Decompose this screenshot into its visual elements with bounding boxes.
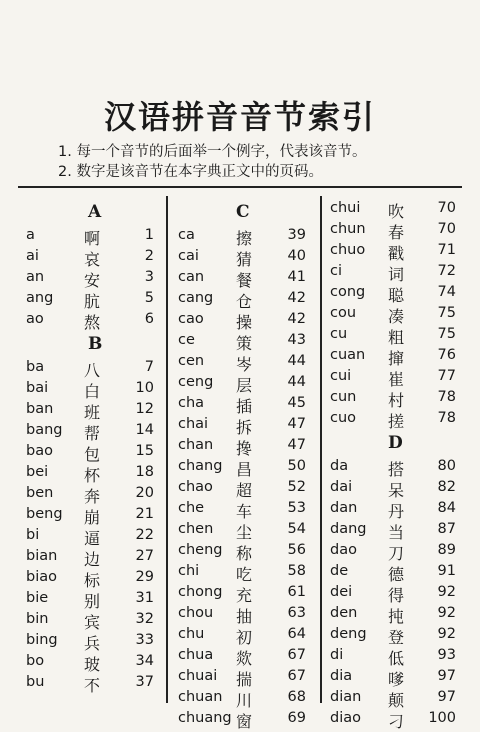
index-row (330, 261, 458, 282)
index-row (178, 624, 308, 645)
page-number: 47 (287, 437, 306, 453)
index-row (178, 393, 308, 414)
section-letter (26, 330, 156, 357)
page-number: 37 (135, 674, 154, 690)
syllable-pinyin: cuan (330, 347, 366, 363)
section-letter-label: A (88, 202, 102, 222)
column-divider-2 (320, 196, 322, 703)
syllable-pinyin: dian (330, 689, 362, 705)
syllable-pinyin: bin (26, 611, 49, 627)
example-character: 颠 (388, 691, 405, 710)
syllable-pinyin: ci (330, 263, 343, 279)
index-row (178, 645, 308, 666)
example-character: 得 (388, 586, 405, 605)
example-character: 呆 (388, 481, 405, 500)
index-row (330, 540, 458, 561)
syllable-pinyin: chan (178, 437, 214, 453)
index-row (178, 225, 308, 246)
section-letter (178, 198, 308, 225)
page-title: 汉语拼音音节索引 (103, 98, 376, 136)
index-row (330, 645, 458, 666)
index-row (26, 588, 156, 609)
section-letter (26, 198, 156, 225)
page-number: 39 (287, 227, 306, 243)
index-row (330, 219, 458, 240)
index-row (330, 387, 458, 408)
syllable-pinyin: chuai (178, 668, 218, 684)
syllable-pinyin: cen (178, 353, 205, 369)
page-number: 21 (135, 506, 154, 522)
page-number: 92 (437, 605, 456, 621)
example-character: 刁 (388, 712, 405, 731)
page-number: 97 (437, 668, 456, 684)
index-row (26, 525, 156, 546)
index-row (26, 567, 156, 588)
syllable-pinyin: ceng (178, 374, 214, 390)
example-character: 搀 (236, 439, 253, 458)
syllable-pinyin: ce (178, 332, 195, 348)
example-character: 尘 (236, 523, 253, 542)
page-number: 27 (135, 548, 154, 564)
syllable-pinyin: a (26, 227, 35, 243)
example-character: 熬 (84, 313, 101, 332)
syllable-pinyin: biao (26, 569, 57, 585)
syllable-pinyin: beng (26, 506, 63, 522)
page-number: 71 (437, 242, 456, 258)
syllable-pinyin: che (178, 500, 205, 516)
index-row (330, 561, 458, 582)
page-number: 92 (437, 626, 456, 642)
page-number: 93 (437, 647, 456, 663)
index-row (26, 378, 156, 399)
syllable-pinyin: cao (178, 311, 204, 327)
example-character: 初 (236, 628, 253, 647)
note-2: 2. 数字是该音节在本字典正文中的页码。 (58, 164, 323, 180)
page-number: 2 (144, 248, 154, 264)
example-character: 擦 (236, 229, 253, 248)
index-row (26, 546, 156, 567)
page-number: 72 (437, 263, 456, 279)
page-number: 14 (135, 422, 154, 438)
index-row (26, 225, 156, 246)
page-number: 15 (135, 443, 154, 459)
example-character: 窗 (236, 712, 253, 731)
index-row (330, 366, 458, 387)
note-1: 1. 每一个音节的后面举一个例字，代表该音节。 (58, 144, 367, 160)
syllable-pinyin: bang (26, 422, 63, 438)
example-character: 仓 (236, 292, 253, 311)
index-row (26, 309, 156, 330)
syllable-pinyin: cun (330, 389, 357, 405)
index-row (330, 519, 458, 540)
example-character: 称 (236, 544, 253, 563)
example-character: 安 (84, 271, 101, 290)
syllable-pinyin: chen (178, 521, 214, 537)
page-number: 89 (437, 542, 456, 558)
page-number: 64 (287, 626, 306, 642)
index-row (330, 582, 458, 603)
page-number: 47 (287, 416, 306, 432)
example-character: 凑 (388, 307, 405, 326)
example-character: 嗲 (388, 670, 405, 689)
page-number: 5 (144, 290, 154, 306)
page-number: 56 (287, 542, 306, 558)
index-row (178, 687, 308, 708)
example-character: 吃 (236, 565, 253, 584)
example-character: 登 (388, 628, 405, 647)
section-letter-label: C (236, 202, 250, 222)
example-character: 别 (84, 592, 101, 611)
page-number: 52 (287, 479, 306, 495)
syllable-pinyin: chuan (178, 689, 223, 705)
index-row (330, 240, 458, 261)
example-character: 杯 (84, 466, 101, 485)
example-character: 戳 (388, 244, 405, 263)
syllable-pinyin: cu (330, 326, 348, 342)
example-character: 春 (388, 223, 405, 242)
syllable-pinyin: dei (330, 584, 353, 600)
page-number: 80 (437, 458, 456, 474)
syllable-pinyin: bai (26, 380, 49, 396)
example-character: 撺 (388, 349, 405, 368)
example-character: 聪 (388, 286, 405, 305)
page-number: 78 (437, 410, 456, 426)
syllable-pinyin: dan (330, 500, 358, 516)
page-number: 20 (135, 485, 154, 501)
section-letter-label: D (388, 433, 403, 453)
index-column-1 (26, 198, 156, 693)
page-number: 74 (437, 284, 456, 300)
syllable-pinyin: ba (26, 359, 45, 375)
page-number: 3 (144, 269, 154, 285)
index-column-3 (330, 198, 458, 729)
example-character: 白 (84, 382, 101, 401)
page-number: 75 (437, 305, 456, 321)
page-number: 33 (135, 632, 154, 648)
syllable-pinyin: bu (26, 674, 45, 690)
page-number: 91 (437, 563, 456, 579)
syllable-pinyin: cou (330, 305, 357, 321)
example-character: 层 (236, 376, 253, 395)
page-number: 78 (437, 389, 456, 405)
index-row (330, 324, 458, 345)
example-character: 德 (388, 565, 405, 584)
index-row (26, 651, 156, 672)
page-number: 34 (135, 653, 154, 669)
page-number: 54 (287, 521, 306, 537)
index-row (330, 477, 458, 498)
example-character: 崔 (388, 370, 405, 389)
example-character: 刀 (388, 544, 405, 563)
example-character: 揣 (236, 670, 253, 689)
header-rule (18, 186, 462, 188)
index-row (178, 561, 308, 582)
index-row (330, 456, 458, 477)
example-character: 哀 (84, 250, 101, 269)
page-number: 61 (287, 584, 306, 600)
page-number: 44 (287, 374, 306, 390)
syllable-pinyin: chi (178, 563, 200, 579)
syllable-pinyin: cai (178, 248, 199, 264)
syllable-pinyin: bao (26, 443, 53, 459)
example-character: 插 (236, 397, 253, 416)
syllable-pinyin: can (178, 269, 205, 285)
page-number: 97 (437, 689, 456, 705)
page-number: 84 (437, 500, 456, 516)
index-row (26, 462, 156, 483)
page-number: 12 (135, 401, 154, 417)
syllable-pinyin: cui (330, 368, 352, 384)
index-row (178, 708, 308, 729)
syllable-pinyin: ca (178, 227, 195, 243)
index-row (26, 441, 156, 462)
page-number: 7 (144, 359, 154, 375)
index-row (178, 540, 308, 561)
syllable-pinyin: den (330, 605, 358, 621)
syllable-pinyin: ai (26, 248, 39, 264)
index-row (178, 666, 308, 687)
syllable-pinyin: bi (26, 527, 40, 543)
index-row (178, 288, 308, 309)
index-row (330, 498, 458, 519)
example-character: 标 (84, 571, 101, 590)
syllable-pinyin: ban (26, 401, 54, 417)
syllable-pinyin: da (330, 458, 349, 474)
index-row (178, 372, 308, 393)
syllable-pinyin: chuang (178, 710, 232, 726)
page-number: 6 (144, 311, 154, 327)
index-row (26, 504, 156, 525)
page-number: 29 (135, 569, 154, 585)
index-row (178, 309, 308, 330)
index-row (26, 357, 156, 378)
syllable-pinyin: di (330, 647, 344, 663)
index-row (26, 672, 156, 693)
example-character: 策 (236, 334, 253, 353)
page-number: 31 (135, 590, 154, 606)
syllable-pinyin: ao (26, 311, 44, 327)
notes (58, 142, 366, 182)
page-number: 69 (287, 710, 306, 726)
syllable-pinyin: de (330, 563, 349, 579)
example-character: 超 (236, 481, 253, 500)
page-number: 1 (144, 227, 154, 243)
example-character: 啊 (84, 229, 101, 248)
page-number: 70 (437, 200, 456, 216)
syllable-pinyin: cha (178, 395, 205, 411)
syllable-pinyin: an (26, 269, 45, 285)
index-row (178, 582, 308, 603)
page-number: 22 (135, 527, 154, 543)
example-character: 岑 (236, 355, 253, 374)
index-row (178, 435, 308, 456)
index-row (330, 198, 458, 219)
syllable-pinyin: bian (26, 548, 58, 564)
syllable-pinyin: cheng (178, 542, 223, 558)
syllable-pinyin: chao (178, 479, 213, 495)
index-row (330, 303, 458, 324)
index-row (26, 288, 156, 309)
page-number: 43 (287, 332, 306, 348)
index-row (178, 246, 308, 267)
example-character: 逼 (84, 529, 101, 548)
page-number: 100 (428, 710, 456, 726)
page-number: 32 (135, 611, 154, 627)
index-column-2 (178, 198, 308, 729)
page-number: 50 (287, 458, 306, 474)
page-number: 44 (287, 353, 306, 369)
index-row (330, 282, 458, 303)
syllable-pinyin: deng (330, 626, 367, 642)
page-number: 87 (437, 521, 456, 537)
example-character: 川 (236, 691, 253, 710)
index-row (26, 399, 156, 420)
syllable-pinyin: chun (330, 221, 366, 237)
index-row (330, 408, 458, 429)
index-row (330, 624, 458, 645)
index-row (330, 603, 458, 624)
example-character: 兵 (84, 634, 101, 653)
syllable-pinyin: diao (330, 710, 361, 726)
column-divider-1 (166, 196, 168, 703)
syllable-pinyin: cuo (330, 410, 357, 426)
syllable-pinyin: chuo (330, 242, 366, 258)
syllable-pinyin: bing (26, 632, 58, 648)
syllable-pinyin: ben (26, 485, 54, 501)
example-character: 当 (388, 523, 405, 542)
page-number: 92 (437, 584, 456, 600)
page-number: 18 (135, 464, 154, 480)
example-character: 抽 (236, 607, 253, 626)
index-row (26, 483, 156, 504)
page-number: 68 (287, 689, 306, 705)
index-row (178, 477, 308, 498)
example-character: 粗 (388, 328, 405, 347)
example-character: 猜 (236, 250, 253, 269)
index-row (330, 666, 458, 687)
example-character: 宾 (84, 613, 101, 632)
page-number: 53 (287, 500, 306, 516)
example-character: 村 (388, 391, 405, 410)
index-row (178, 414, 308, 435)
example-character: 拆 (236, 418, 253, 437)
page-number: 67 (287, 647, 306, 663)
page-number: 75 (437, 326, 456, 342)
page-number: 42 (287, 290, 306, 306)
example-character: 丹 (388, 502, 405, 521)
syllable-pinyin: bie (26, 590, 49, 606)
page-number: 77 (437, 368, 456, 384)
page-number: 67 (287, 668, 306, 684)
example-character: 不 (84, 676, 101, 695)
example-character: 欻 (236, 649, 253, 668)
syllable-pinyin: chai (178, 416, 209, 432)
example-character: 充 (236, 586, 253, 605)
index-row (26, 609, 156, 630)
syllable-pinyin: dao (330, 542, 357, 558)
section-letter-label: B (88, 334, 103, 354)
syllable-pinyin: dai (330, 479, 353, 495)
page-number: 41 (287, 269, 306, 285)
index-row (178, 603, 308, 624)
index-row (330, 687, 458, 708)
syllable-pinyin: dia (330, 668, 353, 684)
example-character: 奔 (84, 487, 101, 506)
syllable-pinyin: ang (26, 290, 54, 306)
example-character: 崩 (84, 508, 101, 527)
syllable-pinyin: bei (26, 464, 49, 480)
example-character: 餐 (236, 271, 253, 290)
example-character: 搭 (388, 460, 405, 479)
syllable-pinyin: chui (330, 200, 361, 216)
example-character: 操 (236, 313, 253, 332)
example-character: 包 (84, 445, 101, 464)
syllable-pinyin: chu (178, 626, 205, 642)
index-row (178, 267, 308, 288)
example-character: 搓 (388, 412, 405, 431)
example-character: 玻 (84, 655, 101, 674)
example-character: 肮 (84, 292, 101, 311)
page-number: 70 (437, 221, 456, 237)
example-character: 吹 (388, 202, 405, 221)
index-row (178, 351, 308, 372)
page-number: 58 (287, 563, 306, 579)
page-number: 63 (287, 605, 306, 621)
index-row (26, 630, 156, 651)
index-row (26, 420, 156, 441)
example-character: 八 (84, 361, 101, 380)
page-number: 45 (287, 395, 306, 411)
index-row (330, 345, 458, 366)
example-character: 低 (388, 649, 405, 668)
syllable-pinyin: chou (178, 605, 214, 621)
index-row (178, 330, 308, 351)
index-row (26, 267, 156, 288)
page-number: 76 (437, 347, 456, 363)
example-character: 班 (84, 403, 101, 422)
syllable-pinyin: dang (330, 521, 367, 537)
example-character: 边 (84, 550, 101, 569)
example-character: 昌 (236, 460, 253, 479)
index-row (330, 708, 458, 729)
syllable-pinyin: bo (26, 653, 45, 669)
syllable-pinyin: cong (330, 284, 366, 300)
syllable-pinyin: cang (178, 290, 214, 306)
section-letter (330, 429, 458, 456)
page-number: 40 (287, 248, 306, 264)
syllable-pinyin: chong (178, 584, 223, 600)
index-row (26, 246, 156, 267)
index-row (178, 498, 308, 519)
page-number: 42 (287, 311, 306, 327)
page-number: 82 (437, 479, 456, 495)
example-character: 帮 (84, 424, 101, 443)
index-row (178, 519, 308, 540)
page-number: 10 (135, 380, 154, 396)
example-character: 车 (236, 502, 253, 521)
example-character: 扽 (388, 607, 405, 626)
index-row (178, 456, 308, 477)
syllable-pinyin: chua (178, 647, 214, 663)
syllable-pinyin: chang (178, 458, 223, 474)
example-character: 词 (388, 265, 405, 284)
